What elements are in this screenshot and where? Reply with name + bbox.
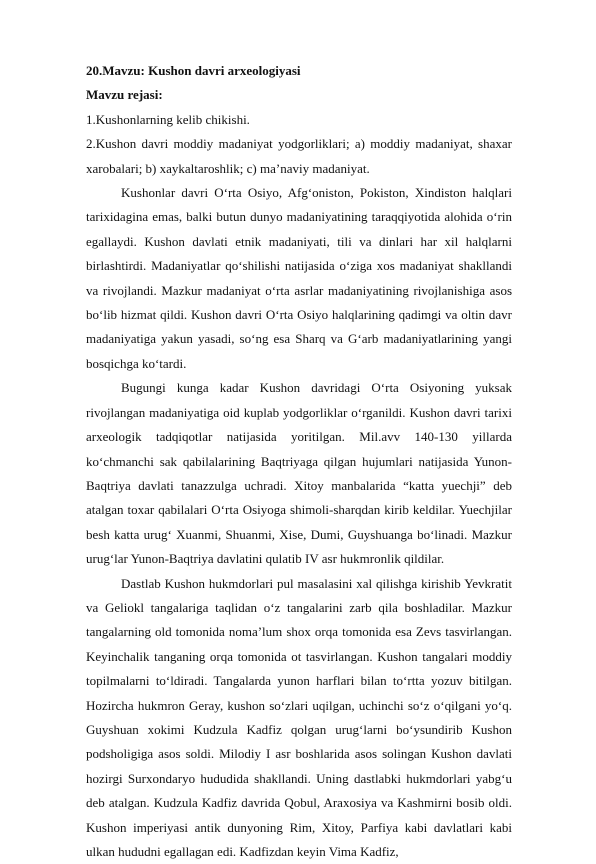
plan-heading: Mavzu rejasi: — [86, 87, 163, 103]
document-title — [86, 59, 512, 83]
plan-item-1: 1.Kushonlarning kelib chikishi. — [86, 111, 250, 127]
body-paragraph-2: Bugungi kunga kadar Kushon davridagi O‘rta Osiyoning yuksak rivojlangan madaniyatiga oid kuplab yodgorliklar o‘rganildi. Kushon davri tarixi arxeologik tadqiqotlar natijasida yoritilgan. Mil.avv 140-130 yillarda ko‘chmanchi sak qabilalarining Baqtriyaga qilgan hujumlari natijasida Yunon-Baqtriya davlati tanazzulga uchradi. Xitoy manbalarida “katta yuechji” deb atalgan toxar qabilalari O‘rta Osiyoga shimoli-sharqdan kirib keldilar. Yuechjilar besh katta urug‘ Xuanmi, Shuanmi, Xise, Dumi, Guyshuanga bo‘linadi. Mazkur urug‘lar Yunon-Baqtriya davlatini qulatib IV asr hukmronlik qildilar. — [86, 380, 512, 567]
title-text: .Mavzu: Kushon davri arxeologiyasi — [99, 63, 301, 78]
body-paragraph-3: Dastlab Kushon hukmdorlari pul masalasini xal qilishga kirishib Yevkratit va Geliokl tangalariga taqlidan o‘z tangalarini zarb qila boshladilar. Mazkur tangalarning old tomonida noma’lum shox orqa tomonida esa Zevs tasvirlangan. Keyinchalik tanganing orqa tomonida ot tasvirlangan. Kushon tangalari moddiy topilmalarni to‘ldiradi. Tangalarda yunon harflari bilan to‘rtta yozuv bitilgan. Hozircha hukmron Geray, kushon so‘zlari uqilgan, uchinchi so‘z o‘qilgani yo‘q. Guyshuan xokimi Kudzula Kadfiz qolgan urug‘larni bo‘ysundirib Kushon podsholigiga asos soldi. Milodiy I asr boshlarida asos solingan Kushon davlati hozirgi Surxondaryo hududida shakllandi. Uning dastlabki hukmdorlari yabg‘u deb atalgan. Kudzula Kadfiz davrida Qobul, Araxosiya va Kashmirni bosib oldi. Kushon imperiyasi antik dunyoning Rim, Xitoy, Parfiya kabi davlatlari kabi ulkan hududni egallagan edi. Kadfizdan keyin Vima Kadfiz, — [86, 575, 512, 859]
plan-item-2: 2.Kushon davri moddiy madaniyat yodgorliklari; a) moddiy madaniyat, shaxar xarobalari; b) xaykaltaroshlik; c) ma’naviy madaniyat. — [86, 136, 512, 176]
body-paragraph-1: Kushonlar davri O‘rta Osiyo, Afg‘oniston, Pokiston, Xindiston halqlari tarixidagina emas, balki butun dunyo madaniyatining taraqqiyotida alohida o‘rin egallaydi. Kushon davlati etnik madaniyati, tili va dinlari har xil halqlarni birlashtirdi. Madaniyatlar qo‘shilishi natijasida o‘ziga xos madaniyat shakllandi va rivojlandi. Mazkur madaniyat o‘rta asrlar madaniyatining rivojlanishiga asos bo‘lib hizmat qildi. Kushon davri O‘rta Osiyo halqlarining qadimgi va oltin davr madaniyatiga yakun yasadi, so‘ng esa Sharq va G‘arb madaniyatlarining yangi bosqichga ko‘tardi. — [86, 185, 512, 371]
title-number: 20 — [86, 63, 99, 78]
document-page — [86, 59, 512, 864]
